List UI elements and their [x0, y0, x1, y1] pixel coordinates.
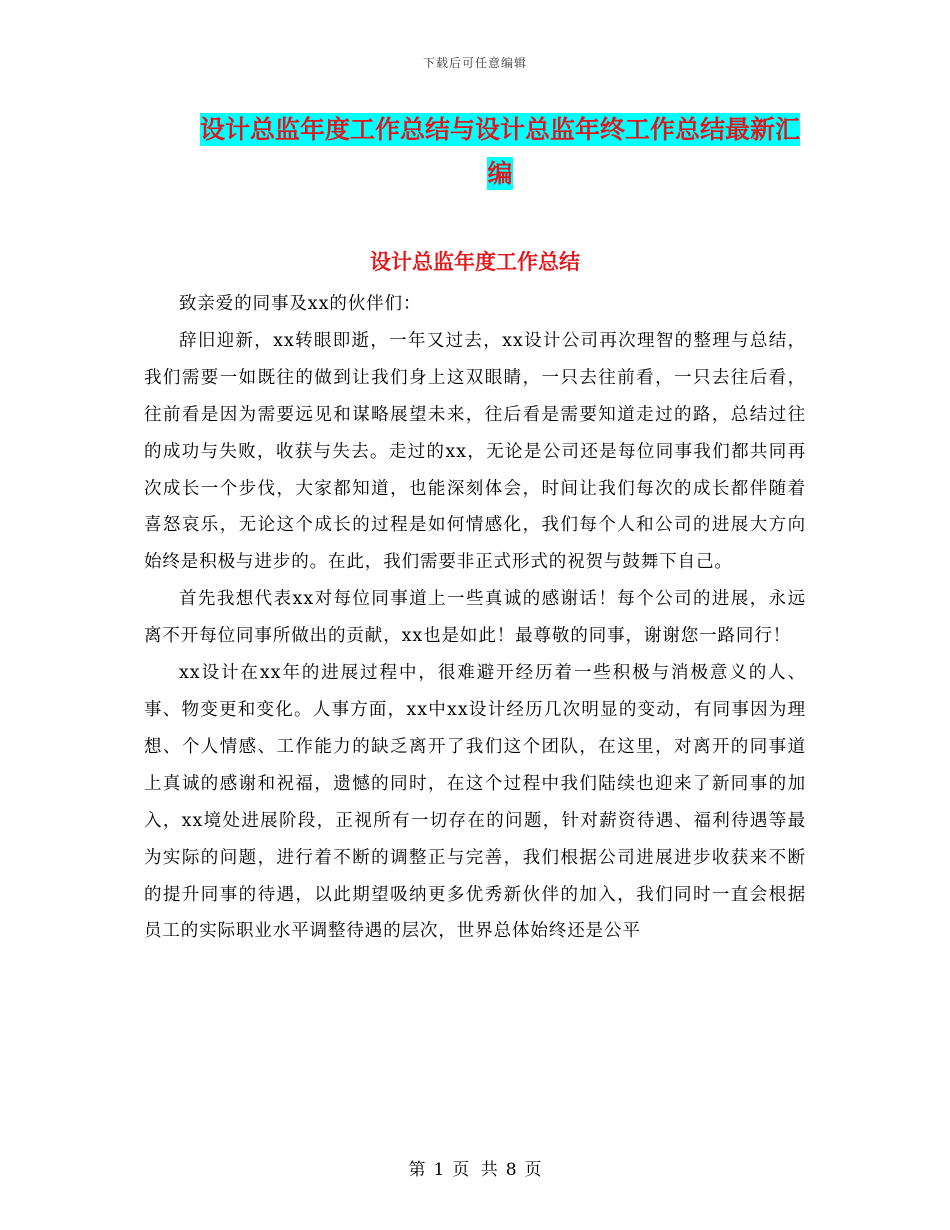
page-prefix: 第 [408, 1160, 426, 1180]
header-note: 下载后可任意编辑 [422, 56, 527, 70]
page-number [0, 1155, 950, 1180]
page-current: 1 [433, 1160, 445, 1180]
page-mid: 页 共 [452, 1160, 498, 1180]
paragraph: xx设计在xx年的进展过程中，很难避开经历着一些积极与消极意义的人、事、物变更和变化。人事方面，xx中xx设计经历几次明显的变动，有同事因为理想、个人情感、工作能力的缺乏离开了我们这个团队，在这里，对离开的同事道上真诚的感谢和祝福，遗憾的同时，在这个过程中我们陆续也迎来了新同事的加入，xx境处进展阶段，正视所有一切存在的问题，针对薪资待遇、福利待遇等最为实际的问题，进行着不断的调整正与完善，我们根据公司进展进步收获来不断的提升同事的待遇，以此期望吸纳更多优秀新伙伴的加入，我们同时一直会根据员工的实际职业水平调整待遇的层次，世界总体始终还是公平 [144, 663, 806, 942]
paragraph: 辞旧迎新，xx转眼即逝，一年又过去，xx设计公司再次理智的整理与总结，我们需要一如既往的做到让我们身上这双眼睛，一只去往前看，一只去往后看，往前看是因为需要远见和谋略展望未来，往后看是需要知道走过的路，总结过往的成功与失败，收获与失去。走过的xx，无论是公司还是每位同事我们都共同再次成长一个步伐，大家都知道，也能深刻体会，时间让我们每次的成长都伴随着喜怒哀乐，无论这个成长的过程是如何情感化，我们每个人和公司的进展大方向始终是积极与进步的。在此，我们需要非正式形式的祝贺与鼓舞下自己。 [144, 330, 806, 573]
body-text [144, 286, 806, 950]
page-suffix: 页 [524, 1160, 542, 1180]
section-title: 设计总监年度工作总结 [370, 249, 580, 274]
document-title [190, 108, 810, 196]
paragraph: 首先我想代表xx对每位同事道上一些真诚的感谢话！每个公司的进展，永远离不开每位同事所做出的贡献，xx也是如此！最尊敬的同事，谢谢您一路同行！ [144, 589, 806, 647]
paragraph-greeting: 致亲爱的同事及xx的伙伴们： [179, 294, 422, 314]
document-title-text: 设计总监年度工作总结与设计总监年终工作总结最新汇编 [199, 115, 800, 188]
page-total: 8 [505, 1160, 517, 1180]
